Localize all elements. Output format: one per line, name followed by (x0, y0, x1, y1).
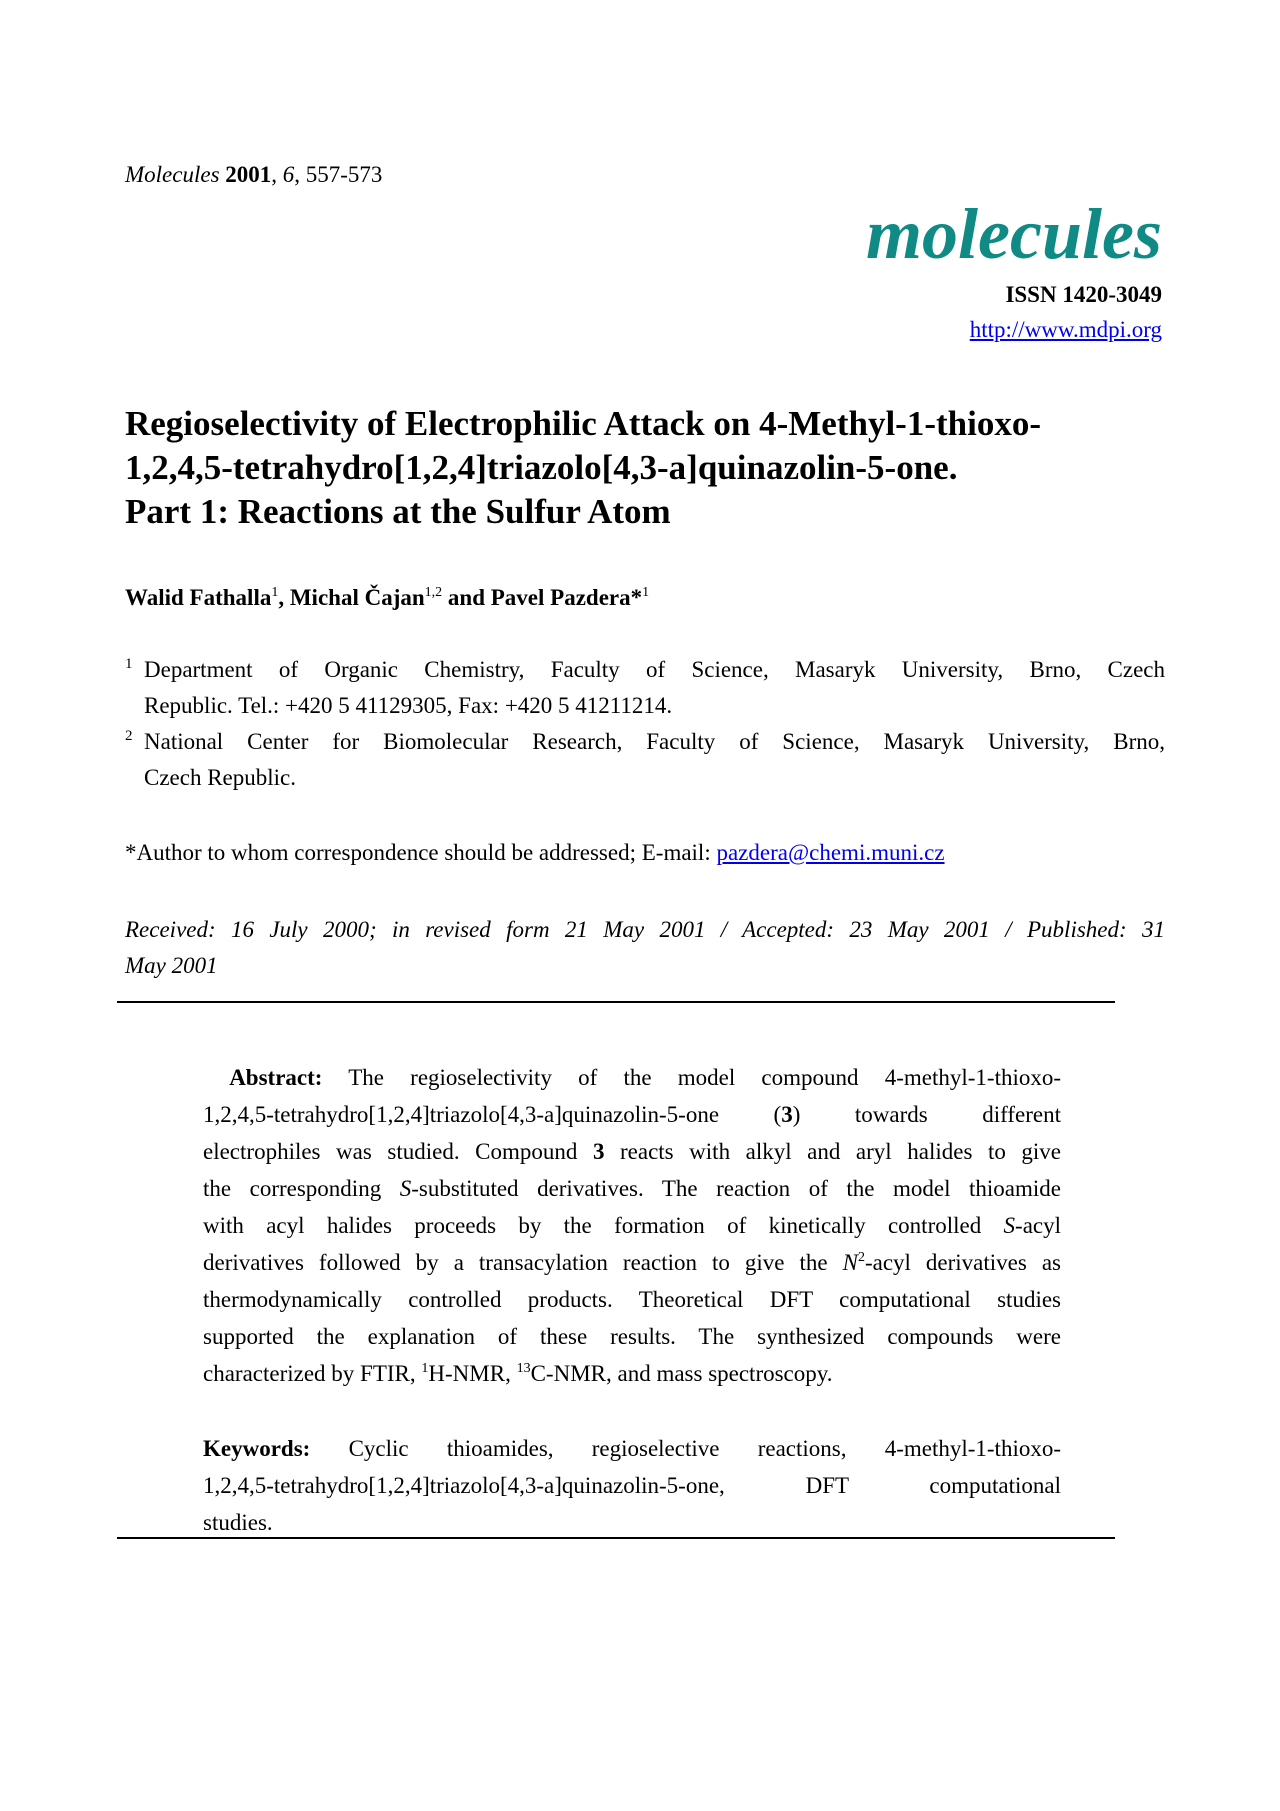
journal-pages: 557-573 (305, 162, 383, 187)
affiliation-2 (125, 724, 1165, 796)
author-2: Michal Čajan (289, 585, 425, 610)
abstract-label: Abstract: (229, 1065, 323, 1090)
journal-name: Molecules (125, 162, 220, 187)
title-line-2: 1,2,4,5-tetrahydro[1,2,4]triazolo[4,3-a]quinazolin-5-one. (125, 448, 958, 487)
email-link[interactable]: pazdera@chemi.muni.cz (716, 840, 945, 865)
author-1-affil: 1 (271, 585, 279, 600)
author-3-affil: 1 (642, 585, 650, 600)
author-3: Pavel Pazdera* (490, 585, 643, 610)
paper-title (125, 402, 1185, 534)
divider-top (117, 1001, 1115, 1003)
title-line-1: Regioselectivity of Electrophilic Attack on 4-Methyl-1-thioxo- (125, 404, 1041, 443)
title-line-3: Part 1: Reactions at the Sulfur Atom (125, 492, 671, 531)
author-1: Walid Fathalla (125, 585, 272, 610)
affiliation-line: Czech Republic. (144, 765, 297, 790)
affiliation-number: 1 (125, 656, 133, 672)
journal-logo: molecules (866, 194, 1162, 274)
keywords-label: Keywords: (203, 1436, 311, 1461)
affiliation-number: 2 (125, 728, 133, 744)
author-separator: , (278, 585, 290, 610)
author-list (125, 583, 649, 613)
keywords: Keywords: Cyclic thioamides, regioselective reactions, 4-methyl-1-thioxo- 1,2,4,5-tetrahydro[1,2,4]triazolo[4,3-a]quinazolin-5-one, DFT computational studies. (203, 1436, 1061, 1535)
affiliation-line: Republic. Tel.: +420 5 41129305, Fax: +420 5 41211214. (144, 693, 673, 718)
divider-bottom (117, 1537, 1115, 1539)
journal-citation: Molecules 2001, 6, 557-573 (125, 162, 383, 187)
journal-url-link[interactable]: http://www.mdpi.org (969, 317, 1162, 342)
author-2-affil: 1,2 (424, 585, 443, 600)
correspondence-text: *Author to whom correspondence should be addressed; E-mail: (125, 840, 717, 865)
issn: ISSN 1420-3049 (1005, 282, 1162, 307)
author-separator: and (442, 585, 491, 610)
journal-volume: 6 (282, 162, 295, 187)
affiliation-line: National Center for Biomolecular Research, Faculty of Science, Masaryk University, Brno, (144, 729, 1165, 754)
abstract: Abstract: The regioselectivity of the model compound 4-methyl-1-thioxo- 1,2,4,5-tetrahydro[1,2,4]triazolo[4,3-a]quinazolin-5-one (3) towards different electrophiles was studied. Compound 3 reacts with alkyl and aryl halides to give the corresponding S-substituted derivatives. The reaction of the model thioamide with acyl halides proceeds by the formation of kinetically controlled S-acyl derivatives followed by a transacylation reaction to give the $N^2$-acyl derivatives as thermodynamically controlled products. Theoretical DFT computational studies supported the explanation of these results. The synthesized compounds were characterized by FTIR, $^1$H-NMR, $^{13}$C-NMR, and mass spectroscopy. (203, 1065, 1062, 1386)
compound-number: 3 (592, 1139, 605, 1164)
dates-line: May 2001 (125, 953, 218, 978)
affiliation-1 (125, 652, 1165, 724)
correspondence-note (125, 838, 945, 868)
dates-line: Received: 16 July 2000; in revised form 21 May 2001 / Accepted: 23 May 2001 / Published: 31 (125, 917, 1165, 942)
compound-number: 3 (781, 1102, 793, 1127)
journal-year: 2001 (225, 162, 272, 187)
affiliation-line: Department of Organic Chemistry, Faculty of Science, Masaryk University, Brno, Czech (144, 657, 1165, 682)
publication-dates (125, 912, 1165, 984)
